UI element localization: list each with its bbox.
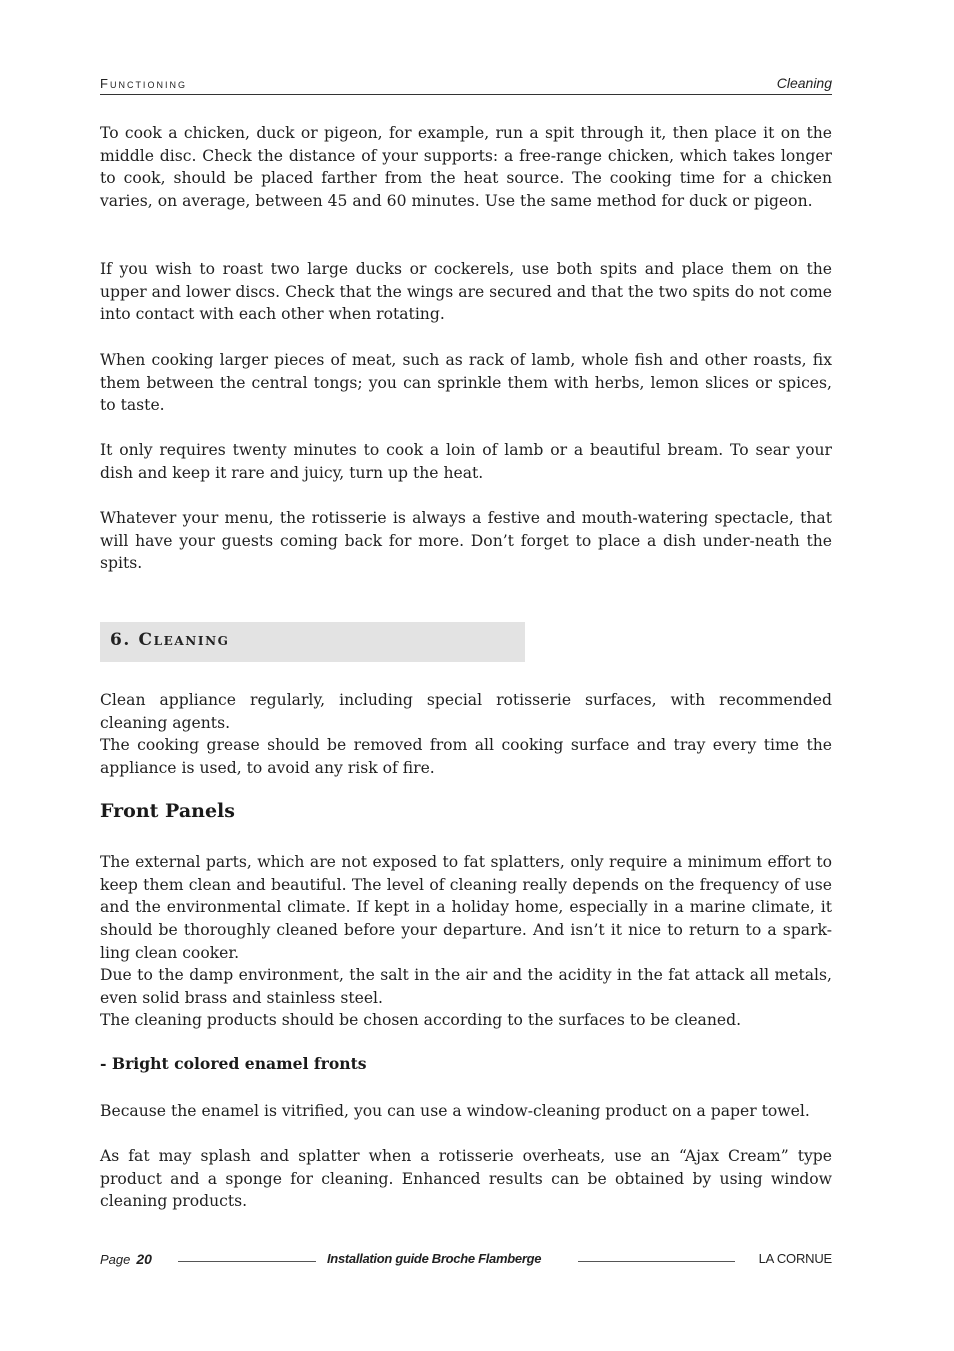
footer-page-label: Page — [100, 1252, 131, 1267]
front-panels-text-2: Due to the damp environment, the salt in the air and the acidity in the fat attack all metals, even solid brass and stainless steel. — [100, 966, 832, 1007]
footer-rule-right — [578, 1261, 735, 1262]
footer-rule-left — [178, 1261, 316, 1262]
footer-page-number: 20 — [136, 1251, 152, 1267]
footer-page — [100, 1251, 152, 1267]
footer-guide-title: Installation guide Broche Flamberge — [327, 1251, 542, 1266]
paragraph-menu: Whatever your menu, the rotisserie is always a festive and mouth-watering spectacle, that will have your guests coming back for more. Don’t forget to place a dish under-neath the spits. — [100, 509, 832, 573]
footer-brand: LA CORNUE — [758, 1251, 832, 1266]
paragraph-chicken: To cook a chicken, duck or pigeon, for example, run a spit through it, then place it on the middle disc. Check the distance of your supports: a free-range chicken, which takes longer to cook, should be placed farther from the heat source. The cooking time for a chicken varies, on average, between 45 and 60 minutes. Use the same method for duck or pigeon. — [100, 124, 832, 211]
front-panels-heading: Front Panels — [100, 800, 235, 822]
paragraph-large-meat: When cooking larger pieces of meat, such as rack of lamb, whole fish and other roasts, fix them between the central tongs; you can sprinkle them with herbs, lemon slices or spices, to taste. — [100, 351, 832, 415]
enamel-text-1: Because the enamel is vitrified, you can use a window-cleaning product on a paper towel. — [100, 1102, 810, 1120]
header-section-title: Functioning — [100, 76, 187, 91]
enamel-heading: - Bright colored enamel fronts — [100, 1054, 367, 1073]
page-header — [100, 74, 832, 95]
paragraph-two-spits: If you wish to roast two large ducks or cockerels, use both spits and place them on the upper and lower discs. Check that the wings are secured and that the two spits do not come into contact with each other when rotating. — [100, 260, 832, 324]
page-footer — [100, 1250, 832, 1270]
front-panels-text-1: The external parts, which are not exposed to fat splatters, only require a minimum effort to keep them clean and beautiful. The level of cleaning really depends on the frequency of use and the environmental climate. If kept in a holiday home, especially in a marine climate, it should be thoroughly cleaned before your departure. And isn’t it nice to return to a spark-ling clean cooker. — [100, 853, 832, 962]
cleaning-intro-2: The cooking grease should be removed from all cooking surface and tray every time the appliance is used, to avoid any risk of fire. — [100, 736, 832, 777]
section-title: 6. Cleaning — [110, 630, 230, 650]
section-heading-band — [100, 622, 525, 662]
cleaning-intro-1: Clean appliance regularly, including special rotisserie surfaces, with recommended cleaning agents. — [100, 691, 832, 732]
front-panels-text-3: The cleaning products should be chosen according to the surfaces to be cleaned. — [100, 1011, 742, 1029]
paragraph-lamb: It only requires twenty minutes to cook a loin of lamb or a beautiful bream. To sear your dish and keep it rare and juicy, turn up the heat. — [100, 441, 832, 482]
header-topic: Cleaning — [776, 75, 832, 91]
enamel-text-2: As fat may splash and splatter when a rotisserie overheats, use an “Ajax Cream” type product and a sponge for cleaning. Enhanced results can be obtained by using window cleaning products. — [100, 1147, 832, 1211]
